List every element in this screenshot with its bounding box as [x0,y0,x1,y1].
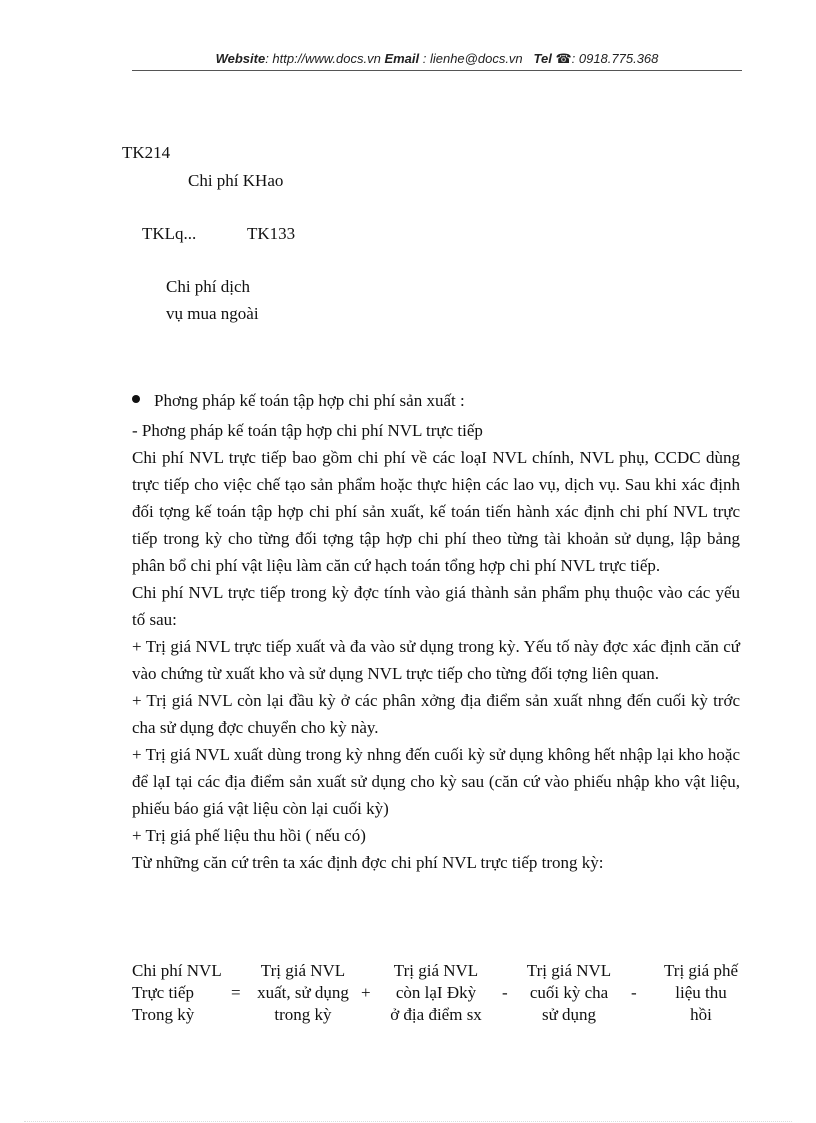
formula-operator: - [631,983,637,1002]
formula-text: Trị giá NVL [526,961,612,980]
formula-text: liệu thu [675,983,727,1002]
body-text [132,417,740,876]
email-label: Email [384,51,420,66]
header-divider [132,70,742,71]
footer-divider [24,1121,792,1122]
label-chi-phi-khao: Chi phí KHao [188,171,284,190]
paragraph: Chi phí NVL trực tiếp trong kỳ đợc tính vào giá thành sản phẩm phụ thuộc vào các yếu tố sau: [132,583,740,629]
formula-text: Trị giá phế [664,961,738,980]
formula-text: hồi [690,1005,712,1024]
formula-text: cuối kỳ cha [529,983,609,1002]
formula-text: Chi phí NVL [132,961,222,980]
section-title: Phơng pháp kế toán tập hợp chi phí sản xuất : [154,391,465,410]
formula-text: Trị giá NVL [393,961,479,980]
formula-term-xuat [250,960,356,1026]
page-header [132,51,742,67]
formula-operator: - [502,983,508,1002]
formula-text: trong kỳ [274,1005,332,1024]
account-tk214: TK214 [122,143,171,162]
paragraph: Chi phí NVL trực tiếp bao gồm chi phí về các loạI NVL chính, NVL phụ, CCDC dùng trực tiếp cho việc chế tạo sản phẩm hoặc thực hiện các lao vụ, dịch vụ. Sau khi xác định đối tợng kế toán tập hợp chi phí sản xuất, kế toán tiến hành xác định chi phí NVL trực tiếp trong kỳ cho từng đối tợng tập hợp chi phí theo từng tài khoản sử dụng, lập bảng phân bổ chi phí vật liệu làm căn cứ hạch toán tổng hợp chi phí NVL trực tiếp. [132,448,740,575]
formula-term-cuoi-ky [512,960,626,1026]
account-tklq: TKLq... [142,224,197,243]
paragraph: + Trị giá phế liệu thu hồi ( nếu có) [132,826,366,845]
formula-operator: = [231,983,241,1002]
section-subtitle: - Phơng pháp kế toán tập hợp chi phí NVL trực tiếp [132,421,483,440]
paragraph: + Trị giá NVL còn lại đầu kỳ ở các phân xởng địa điểm sản xuất nhng đến cuối kỳ trớc cha sử dụng đợc chuyển cho kỳ này. [132,691,740,737]
formula-text: xuất, sử dụng [257,983,349,1002]
bullet-icon [132,395,140,403]
formula-text: Trị giá NVL [260,961,346,980]
email-value: : lienhe@docs.vn [419,51,523,66]
formula-term-con-lai [376,960,496,1026]
formula-term-phe-lieu [650,960,752,1026]
tel-label: Tel [533,51,552,66]
formula-text: sử dụng [541,1005,597,1024]
formula-text: còn lạI Đkỳ [395,983,477,1002]
formula-text: ở địa điểm sx [390,1005,482,1024]
formula-text: Trong kỳ [132,1005,195,1024]
account-tk133: TK133 [247,224,296,243]
phone-icon: ☎ [555,51,572,66]
section-bullet [132,391,465,411]
paragraph: + Trị giá NVL trực tiếp xuất và đa vào sử dụng trong kỳ. Yếu tố này đợc xác định căn cứ vào chứng từ xuất kho và sử dụng NVL trực tiếp cho từng đối tợng liên quan. [132,637,740,683]
website-label: Website [215,51,266,66]
website-value: : http://www.docs.vn [265,51,381,66]
tel-value: : 0918.775.368 [571,51,659,66]
formula-operator: + [361,983,371,1002]
formula-term-chi-phi [132,960,222,1026]
paragraph: + Trị giá NVL xuất dùng trong kỳ nhng đến cuối kỳ sử dụng không hết nhập lại kho hoặc để lạI tại các địa điểm sản xuất sử dụng cho kỳ sau (căn cứ vào phiếu nhập kho vật liệu, phiếu báo giá vật liệu còn lại cuối kỳ) [132,745,740,818]
paragraph: Từ những căn cứ trên ta xác định đợc chi phí NVL trực tiếp trong kỳ: [132,853,604,872]
label-dich-vu-line2: vụ mua ngoài [166,304,259,323]
label-dich-vu-line1: Chi phí dịch [166,277,251,296]
formula-text: Trực tiếp [132,983,194,1002]
